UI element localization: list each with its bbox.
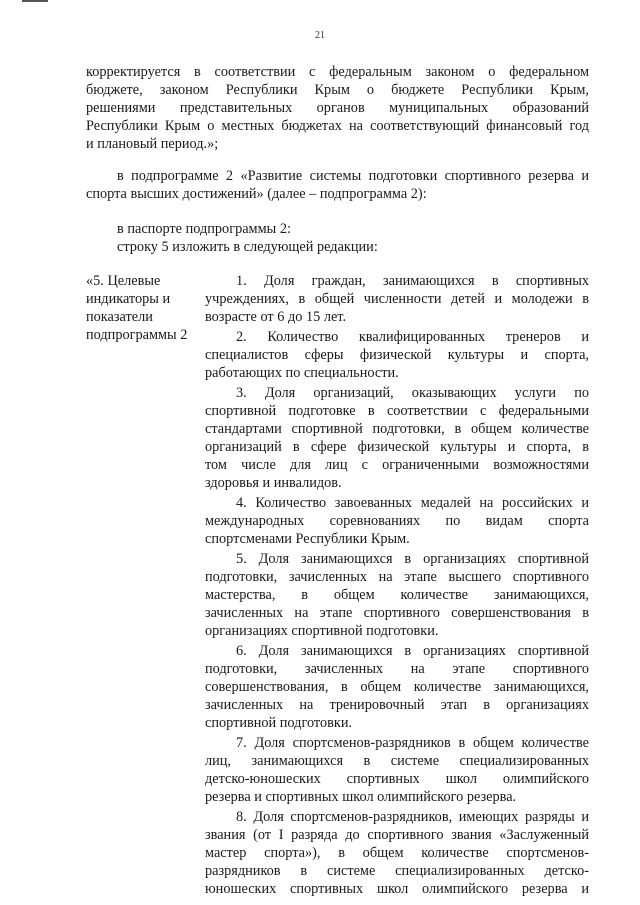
indicator-line: юношеских спортивных школ олимпийского резерва и xyxy=(205,881,589,897)
indicator-item-4 xyxy=(205,494,589,548)
indicator-line: 5. Доля занимающихся в организациях спортивной xyxy=(236,551,589,567)
indicator-line: подготовки, зачисленных на этапе спортивного xyxy=(205,661,589,677)
row-label-line: показатели xyxy=(86,309,153,325)
row-label-line: «5. Целевые xyxy=(86,273,161,289)
row-label-line: индикаторы и xyxy=(86,291,171,307)
indicator-line: звания (от I разряда до спортивного звания «Заслуженный xyxy=(205,827,589,843)
indicator-line: 4. Количество завоеванных медалей на российских и xyxy=(236,495,589,511)
indicator-line: том числе для лиц с ограниченными возможностями xyxy=(205,457,589,473)
indicator-line: 3. Доля организаций, оказывающих услуги по xyxy=(236,385,589,401)
indicator-line: мастер спорта»), в общем количестве спортсменов- xyxy=(205,845,589,861)
indicator-item-8 xyxy=(205,808,589,898)
indicator-line: возрасте от 6 до 15 лет. xyxy=(205,309,347,325)
indicator-line: учреждениях, в общей численности детей и молодежи в xyxy=(205,291,589,307)
indicator-line: работающих по специальности. xyxy=(205,365,399,381)
indicator-item-7 xyxy=(205,734,589,806)
indicator-line: резерва и спортивных школ олимпийского резерва. xyxy=(205,789,517,805)
row-5-label xyxy=(86,272,204,344)
text-line: в подпрограмме 2 «Развитие системы подготовки спортивного резерва и xyxy=(117,168,589,184)
indicator-line: специалистов сферы физической культуры и спорта, xyxy=(205,347,589,363)
indicator-line: подготовки, зачисленных на этапе высшего спортивного xyxy=(205,569,589,585)
indicator-item-3 xyxy=(205,384,589,492)
indicator-line: зачисленных на этапе спортивного совершенствования в xyxy=(205,605,589,621)
indicator-item-6 xyxy=(205,642,589,732)
indicator-line: лиц, занимающихся в системе специализированных xyxy=(205,753,589,769)
text-line: спорта высших достижений» (далее – подпрограмма 2): xyxy=(86,186,427,202)
scan-edge-mark xyxy=(22,0,48,2)
text-line: корректируется в соответствии с федеральным законом о федеральном xyxy=(86,64,589,80)
indicator-item-5 xyxy=(205,550,589,640)
paragraph-subprogram-2 xyxy=(86,167,589,203)
indicator-line: 2. Количество квалифицированных тренеров и xyxy=(236,329,589,345)
indicator-line: организациях спортивной подготовки. xyxy=(205,623,439,639)
indicator-line: совершенствования, в общем количестве занимающихся, xyxy=(205,679,589,695)
indicator-line: 7. Доля спортсменов-разрядников в общем количестве xyxy=(236,735,589,751)
text-line: в паспорте подпрограммы 2: xyxy=(117,221,291,237)
text-line: бюджете, законом Республики Крым о бюджете Республики Крым, xyxy=(86,82,589,98)
indicator-line: зачисленных на тренировочный этап в организациях xyxy=(205,697,589,713)
indicator-line: здоровья и инвалидов. xyxy=(205,475,342,491)
indicator-line: спортсменами Республики Крым. xyxy=(205,531,410,547)
indicator-line: 8. Доля спортсменов-разрядников, имеющих разряды и xyxy=(236,809,589,825)
indicator-line: организаций в сфере физической культуры и спорта, в xyxy=(205,439,589,455)
row-label-line: подпрограммы 2 xyxy=(86,327,188,343)
indicator-line: разрядников в системе специализированных детско- xyxy=(205,863,589,879)
text-line: Республики Крым о местных бюджетах на соответствующий финансовый год xyxy=(86,118,589,134)
paragraph-budget-correction xyxy=(86,63,589,153)
indicator-line: детско-юношеских спортивных школ олимпийского xyxy=(205,771,589,787)
indicator-line: 1. Доля граждан, занимающихся в спортивных xyxy=(236,273,589,289)
page-number: 21 xyxy=(315,30,325,41)
indicator-line: 6. Доля занимающихся в организациях спортивной xyxy=(236,643,589,659)
indicator-item-1 xyxy=(205,272,589,326)
text-line: строку 5 изложить в следующей редакции: xyxy=(117,239,378,255)
paragraph-passport-instruction xyxy=(86,220,589,256)
text-line: и плановый период.»; xyxy=(86,136,219,152)
indicator-item-2 xyxy=(205,328,589,382)
indicator-line: спортивной подготовке в соответствии с федеральными xyxy=(205,403,589,419)
row-5-indicators xyxy=(205,272,589,898)
indicator-line: международных соревнованиях по видам спорта xyxy=(205,513,589,529)
indicator-line: мастерства, в общем количестве занимающихся, xyxy=(205,587,589,603)
indicator-line: спортивной подготовки. xyxy=(205,715,353,731)
indicator-line: стандартами спортивной подготовки, в общем количестве xyxy=(205,421,589,437)
text-line: решениями представительных органов муниципальных образований xyxy=(86,100,589,116)
